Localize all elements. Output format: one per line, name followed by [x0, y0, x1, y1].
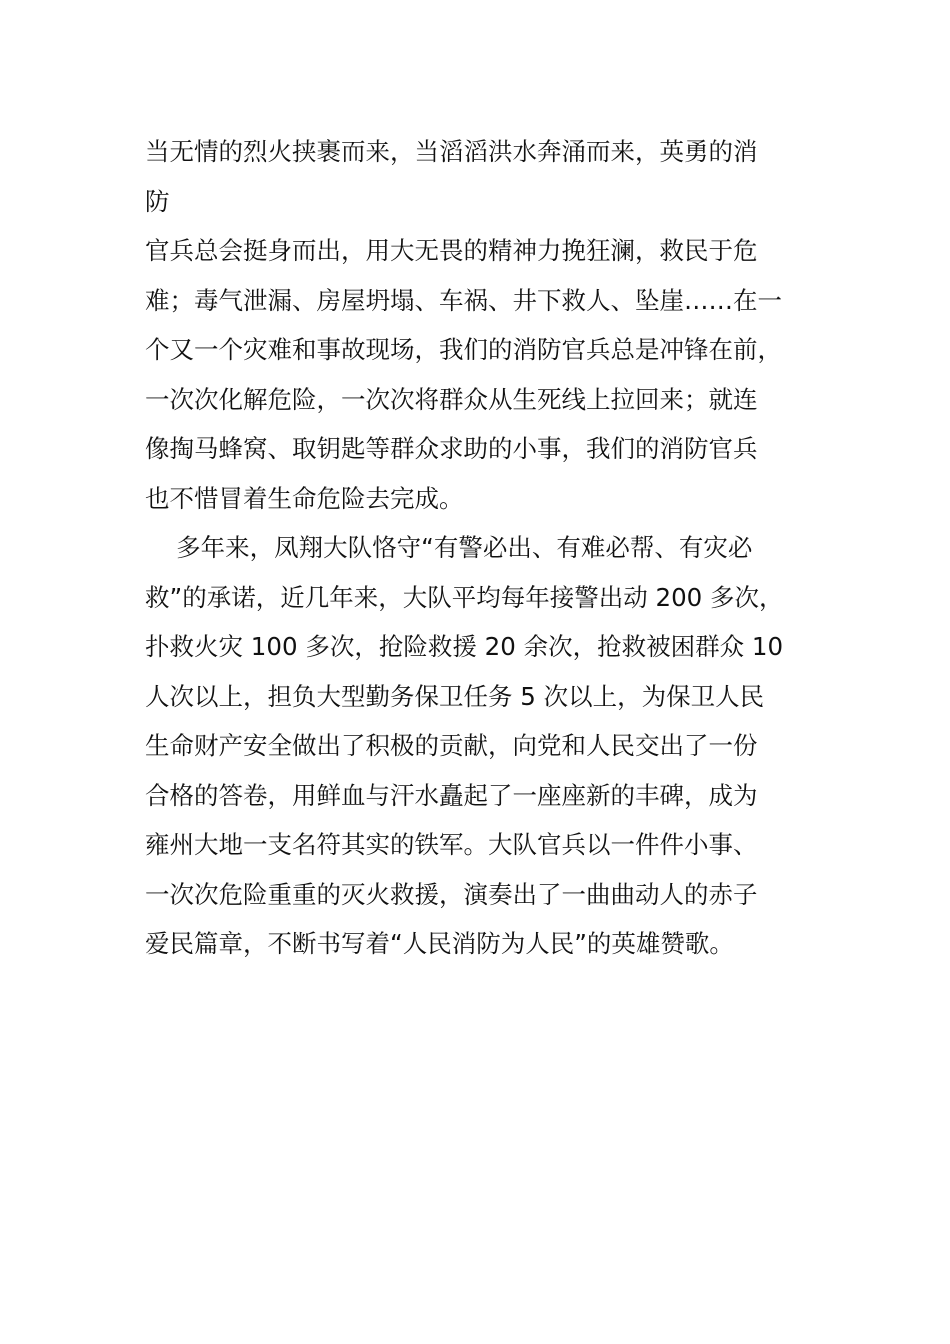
- text-line-14: 合格的答卷，用鲜血与汗水矗起了一座座新的丰碑，成为: [145, 780, 758, 810]
- text-line-11: 扑救火灾 100 多次，抢险救援 20 余次，抢救被困群众 10: [145, 632, 784, 661]
- body-text: [145, 127, 815, 969]
- text-line-16: 一次次危险重重的灭火救援，演奏出了一曲曲动人的赤子: [145, 879, 758, 909]
- text-line-13: 生命财产安全做出了积极的贡献，向党和人民交出了一份: [145, 731, 758, 760]
- text-line-4: 难；毒气泄漏、房屋坍塌、车祸、井下救人、坠崖……在一: [145, 285, 782, 315]
- text-line-12: 人次以上，担负大型勤务保卫任务 5 次以上，为保卫人民: [145, 681, 765, 711]
- text-line-9: 多年来，凤翔大队恪守“有警必出、有难必帮、有灾必: [145, 533, 753, 562]
- text-line-6: 一次次化解危险，一次次将群众从生死线上拉回来；就连: [145, 384, 758, 414]
- text-line-7: 像掏马蜂窝、取钥匙等群众求助的小事，我们的消防官兵: [145, 434, 758, 463]
- text-line-10: 救”的承诺，近几年来，大队平均每年接警出动 200 多次，: [145, 582, 784, 612]
- text-line-17: 爱民篇章，不断书写着“人民消防为人民”的英雄赞歌。: [145, 929, 734, 958]
- text-line-1: 当无情的烈火挟裹而来，当滔滔洪水奔涌而来，英勇的消: [145, 137, 758, 166]
- text-line-15: 雍州大地一支名符其实的铁军。大队官兵以一件件小事、: [145, 830, 758, 859]
- text-line-5: 个又一个灾难和事故现场，我们的消防官兵总是冲锋在前，: [145, 335, 782, 364]
- text-line-8: 也不惜冒着生命危险去完成。: [145, 483, 464, 513]
- text-line-2: 防: [145, 186, 170, 216]
- text-line-3: 官兵总会挺身而出，用大无畏的精神力挽狂澜，救民于危: [145, 236, 758, 265]
